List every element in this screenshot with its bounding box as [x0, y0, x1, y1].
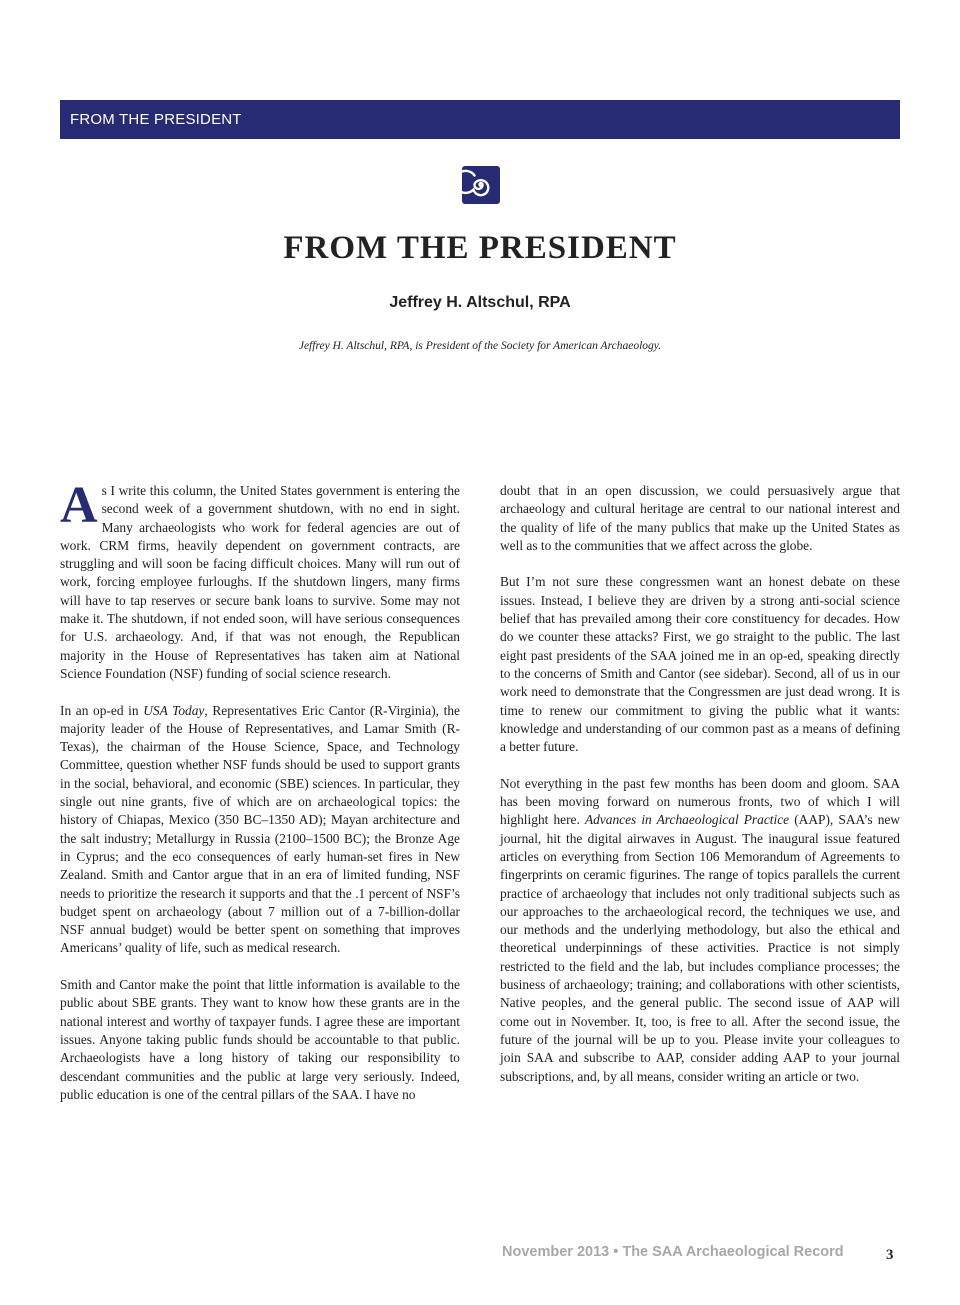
- article-title: FROM THE PRESIDENT: [283, 230, 677, 266]
- footer-issue-line: November 2013 • The SAA Archaeological Record: [502, 1244, 844, 1260]
- spiral-logo-icon: [461, 165, 501, 205]
- paragraph: doubt that in an open discussion, we could persuasively argue that archaeology and cultural heritage are central to our national interest and the quality of life of the many publics that make up the United States as well as to the communities that we affect across the globe.: [500, 483, 900, 553]
- paragraph: In an op-ed in USA Today, Representatives Eric Cantor (R-Virginia), the majority leader of the House of Representatives, and Lamar Smith (R-Texas), the chairman of the House Science, Space, and Technology Committee, question whether NSF funds should be used to support grants in the social, behavioral, and economic (SBE) sciences. In particular, they single out nine grants, five of which are on archaeological topics: the history of Chiapas, Mexico (350 BC–1350 AD); Mayan architecture and the salt industry; Metallurgy in Russia (2100–1500 BC); the Bronze Age in Cyprus; and the eco consequences of early human-set fires in New Zealand. Smith and Cantor argue that in an era of limited funding, NSF needs to prioritize the research it supports and that the .1 percent of NSF’s budget spent on archaeology (about 7 million out of a 7-billion-dollar NSF annual budget) would be better spent on something that improves Americans’ quality of life, such as medical research.: [60, 702, 460, 956]
- paragraph: But I’m not sure these congressmen want an honest debate on these issues. Instead, I believe they are driven by a strong anti-social science belief that has prevailed among their core constituency for decades. How do we counter these attacks? First, we go straight to the public. The last eight past presidents of the SAA joined me in an op-ed, speaking directly to the concerns of Smith and Cantor (see sidebar). Second, all of us in our work need to demonstrate that the Congressmen are just dead wrong. It is time to renew our commitment to giving the public what it wants: knowledge and understanding of our common past as a means of defining a better future.: [500, 574, 900, 755]
- article-author: Jeffrey H. Altschul, RPA: [389, 294, 571, 311]
- author-bio: Jeffrey H. Altschul, RPA, is President of the Society for American Archaeology.: [298, 340, 662, 352]
- section-banner: [60, 100, 900, 139]
- right-column: [500, 482, 900, 1104]
- drop-cap: A: [60, 477, 98, 534]
- section-banner-label: FROM THE PRESIDENT: [70, 111, 242, 128]
- page-number: 3: [886, 1247, 894, 1263]
- paragraph: Smith and Cantor make the point that little information is available to the public about SBE grants. They want to know how these grants are in the national interest and worthy of taxpayer funds. I agree these are important issues. Anyone taking public funds should be accountable to that public. Archaeologists have a long history of taking our responsibility to descendant communities and the public at large very seriously. Indeed, public education is one of the central pillars of the SAA. I have no: [60, 977, 460, 1102]
- paragraph: As I write this column, the United States government is entering the second week of a government shutdown, with no end in sight. Many archaeologists who work for federal agencies are out of work. CRM firms, heavily dependent on government contracts, are struggling and will soon be facing difficult choices. Many will run out of work, forcing employee furloughs. If the shutdown lingers, many firms will have to tap reserves or secure bank loans to survive. Some may not make it. The shutdown, if not ended soon, will have serious consequences for U.S. archaeology. And, if that was not enough, the Republican majority in the House of Representatives has taken aim at National Science Foundation (NSF) funding of social science research.: [60, 477, 460, 681]
- paragraph: Not everything in the past few months has been doom and gloom. SAA has been moving forward on numerous fronts, two of which I will highlight here. Advances in Archaeological Practice (AAP), SAA’s new journal, hit the digital airwaves in August. The inaugural issue featured articles on everything from Section 106 Memorandum of Agreements to fingerprints on ceramic figurines. The range of topics parallels the current practice of archaeology that includes not only traditional subjects such as our approaches to the archaeological record, the techniques we use, and our methods and the underlying methodology, but also the ethical and theoretical underpinnings of these activities. Practice is not simply restricted to the field and the lab, but includes compliance processes; the business of archaeology; training; and collaborations with other scientists, Native peoples, and the general public. The second issue of AAP will come out in November. It, too, is free to all. After the second issue, the future of the journal will be up to you. Please invite your colleagues to join SAA and subscribe to AAP, consider adding AAP to your journal subscriptions, and, by all means, consider writing an article or two.: [500, 775, 901, 1084]
- journal-title: Advances in Archaeological Practice: [584, 812, 790, 828]
- left-column: [60, 477, 460, 1122]
- publication-title: USA Today: [143, 702, 205, 718]
